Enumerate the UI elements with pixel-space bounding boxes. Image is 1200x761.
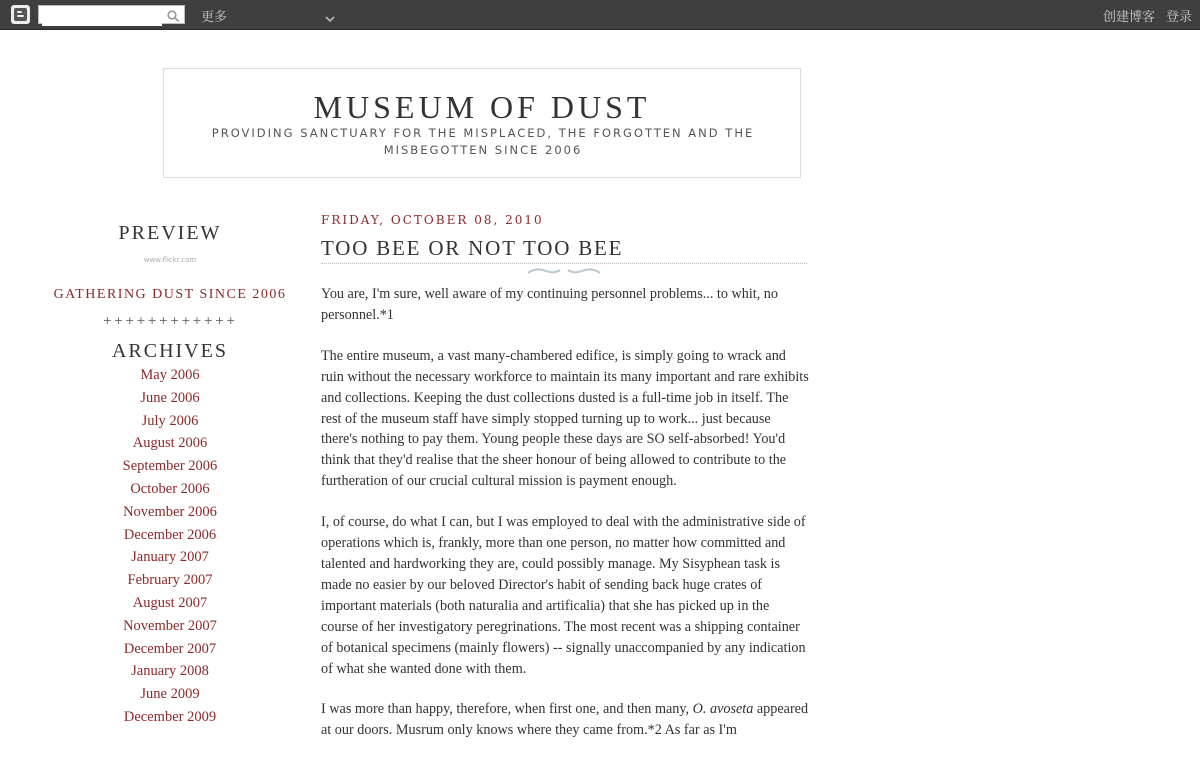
archive-link[interactable]: December 2007	[123, 640, 217, 657]
archive-link[interactable]: May 2006	[140, 367, 200, 383]
archive-link[interactable]: August 2006	[132, 435, 208, 452]
post-paragraph: You are, I'm sure, well aware of my continuing personnel problems... to whit, no personnel.*1	[321, 286, 778, 323]
search-icon[interactable]	[167, 8, 180, 27]
sidebar	[50, 218, 290, 729]
archive-link[interactable]: December 2006	[123, 526, 217, 543]
preview-heading: PREVIEW	[118, 222, 222, 244]
blog-header	[163, 68, 801, 178]
archive-link[interactable]: February 2007	[127, 572, 213, 589]
archive-link[interactable]: January 2008	[131, 663, 209, 680]
post-date: FRIDAY, OCTOBER 08, 2010	[321, 213, 544, 227]
blog-title[interactable]: MUSEUM OF DUST	[313, 89, 651, 125]
post-paragraph	[321, 699, 809, 741]
archive-link[interactable]: August 2007	[132, 594, 208, 611]
post-body	[321, 284, 809, 741]
blogger-navbar	[0, 0, 1200, 30]
archive-link[interactable]: June 2009	[140, 686, 200, 703]
archive-list	[50, 364, 290, 729]
blog-description: PROVIDING SANCTUARY FOR THE MISPLACED, THE FORGOTTEN AND THE MISBEGOTTEN SINCE 2006	[211, 126, 755, 157]
blog-post	[321, 213, 809, 761]
archives-heading: ARCHIVES	[111, 340, 228, 362]
archive-link[interactable]: September 2006	[122, 458, 218, 475]
flickr-badge-link[interactable]: www.flickr.com	[143, 256, 197, 264]
gathering-dust-heading: GATHERING DUST SINCE 2006	[53, 287, 287, 302]
post-text: appeared at our doors. Musrum only knows where they came from.*2 As far as I'm	[321, 701, 809, 739]
post-paragraph: I, of course, do what I can, but I was employed to deal with the administrative side of operations which is, frankly, more than one person, no matter how committed and talented and hardworking they are, could possibly manage. My Sisyphean task is made no easier by our beloved Director's habit of sending back huge crates of important materials (both naturalia and artificalia) that she has picked up in the course of her investigatory peregrinations. The most recent was a shipping container of botanical specimens (mainly flowers) -- signally unaccompanied by any indication of what she wanted done with them.	[321, 514, 806, 677]
create-blog-link[interactable]: 创建博客	[1103, 10, 1156, 25]
archive-link[interactable]: November 2007	[123, 617, 217, 634]
separator-plus-row: ++++++++++++	[102, 314, 238, 327]
more-menu-label[interactable]: 更多	[201, 10, 228, 25]
chevron-down-icon[interactable]	[325, 8, 335, 27]
blogger-logo-icon[interactable]	[11, 5, 30, 24]
species-name: O. avoseta	[692, 701, 754, 718]
search-box	[38, 5, 185, 24]
post-text: I was more than happy, therefore, when first one, and then many,	[321, 701, 693, 718]
archive-link[interactable]: October 2006	[130, 480, 210, 497]
archive-link[interactable]: December 2009	[123, 708, 217, 725]
post-paragraph: The entire museum, a vast many-chambered edifice, is simply going to wrack and ruin without the necessary workforce to maintain its many important and rare exhibits and collections. Keeping the dust collections dusted is a full-time job in itself. The rest of the museum staff have simply stopped turning up to work... just because there's nothing to pay them. Young people these days are SO self-absorbed! You'd think that they'd realise that the sheer honour of being allowed to contribute to the furtheration of our crucial cultural mission is payment enough.	[321, 347, 809, 490]
archive-link[interactable]: January 2007	[131, 549, 209, 566]
archive-link[interactable]: June 2006	[140, 389, 200, 406]
post-title[interactable]: TOO BEE OR NOT TOO BEE	[321, 236, 624, 260]
archive-link[interactable]: July 2006	[141, 412, 199, 429]
login-link[interactable]: 登录	[1166, 10, 1193, 25]
archive-link[interactable]: November 2006	[123, 503, 217, 520]
flourish-ornament-icon	[526, 260, 602, 279]
title-divider	[321, 263, 807, 265]
search-input[interactable]	[42, 11, 162, 26]
